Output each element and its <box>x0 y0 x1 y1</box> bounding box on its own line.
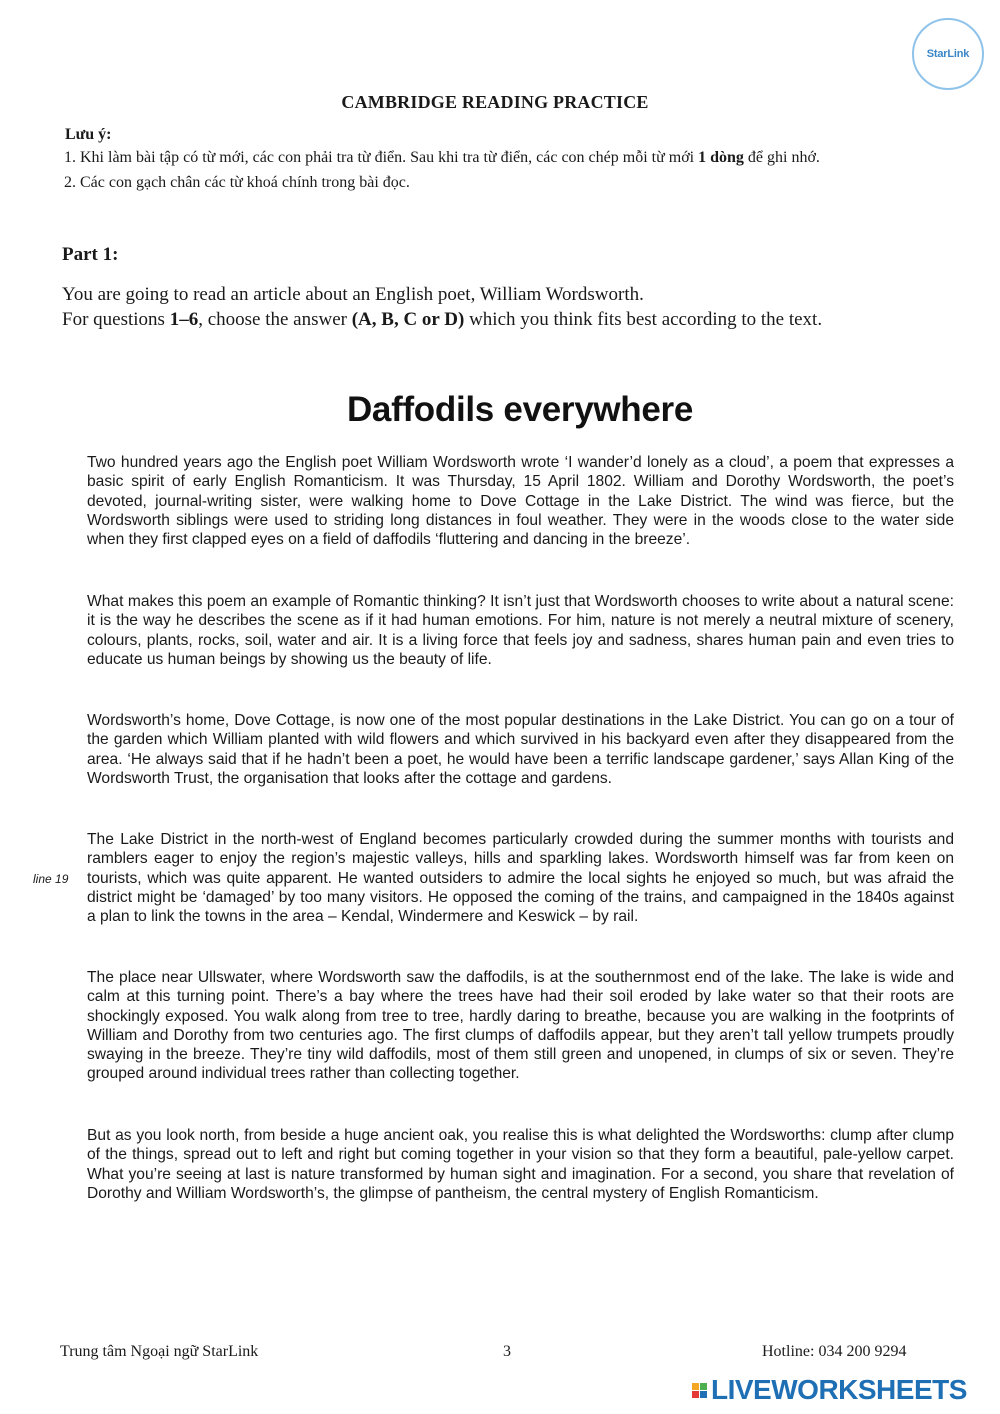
line-19-marker: line 19 <box>33 872 69 886</box>
article-title: Daffodils everywhere <box>346 390 694 429</box>
icon-square-1 <box>692 1383 699 1390</box>
logo-text: StarLink <box>926 48 970 60</box>
intro-line-1: You are going to read an article about an English poet, William Wordsworth. <box>62 284 644 305</box>
starlink-logo <box>912 18 984 90</box>
note-line-1 <box>64 149 820 167</box>
intro-question-range: 1–6 <box>169 309 199 330</box>
article-paragraph-1: Two hundred years ago the English poet William Wordsworth wrote ‘I wander’d lonely as a cloud’, a poem that expresses a basic spirit of early English Romanticism. It was Thursday, 15 April 1802. William and Dorothy Wordsworth, the poet’s devoted, journal-writing sister, were walking home to Dove Cottage in the Lake District. The wind was fierce, but the Wordsworth siblings were used to striding long distances in foul weather. They were in the woods close to the water side when they first clapped eyes on a field of daffodils ‘fluttering and dancing in the breeze’. <box>87 454 954 549</box>
footer-center-name: Trung tâm Ngoại ngữ StarLink <box>60 1343 259 1360</box>
intro-text-c: which you think fits best according to the text. <box>464 309 823 330</box>
note-line-1-bold: 1 dòng <box>698 149 744 166</box>
icon-square-2 <box>700 1383 707 1390</box>
intro-line-2 <box>62 309 822 331</box>
part-label: Part 1: <box>62 244 119 265</box>
article-paragraph-5: The place near Ullswater, where Wordsworth saw the daffodils, is at the southernmost end of the lake. The lake is wide and calm at this turning point. There’s a bay where the trees have had their soil eroded by lake water so that their roots are shockingly exposed. You walk along from tree to tree, hardly daring to breathe, because you are walking in the footprints of William and Dorothy from two centuries ago. The first clumps of daffodils appear, but they aren’t tall yellow trumpets proudly swaying in the breeze. They’re tiny wild daffodils, most of them still green and unopened, in clumps of six or seven. They’re grouped around individual trees rather than collecting together. <box>87 969 954 1083</box>
page-number: 3 <box>503 1343 511 1360</box>
intro-text-b: , choose the answer <box>198 309 352 330</box>
liveworksheets-text: LIVEWORKSHEETS <box>711 1374 967 1405</box>
note-line-2: 2. Các con gạch chân các từ khoá chính trong bài đọc. <box>64 174 410 191</box>
icon-square-3 <box>692 1391 699 1398</box>
note-label: Lưu ý: <box>65 126 112 143</box>
intro-answer-options: (A, B, C or D) <box>351 309 465 330</box>
page-title: CAMBRIDGE READING PRACTICE <box>341 92 649 112</box>
article-paragraph-6: But as you look north, from beside a huge ancient oak, you realise this is what delighted the Wordsworths: clump after clump of the things, spread out to left and right but coming together in your vision so that they form a beautiful, pale-yellow carpet. What you’re seeing at last is nature transformed by human sight and imagination. For a second, you share that revelation of Dorothy and William Wordsworth’s, the glimpse of pantheism, the central mystery of English Romanticism. <box>87 1127 954 1202</box>
article-paragraph-3: Wordsworth’s home, Dove Cottage, is now one of the most popular destinations in the Lake District. You can go on a tour of the garden which William planted with wild flowers and which survived in his backyard even after they disappeared from the area. ‘He always said that if he hadn’t been a poet, he would have been a terrific landscape gardener,’ says Allan King of the Wordsworth Trust, the organisation that looks after the cottage and gardens. <box>87 712 954 787</box>
icon-square-4 <box>700 1391 707 1398</box>
liveworksheets-watermark <box>692 1374 967 1406</box>
note-line-1-text-a: 1. Khi làm bài tập có từ mới, các con phải tra từ điển. Sau khi tra từ điển, các con chép mỗi từ mới <box>64 149 699 166</box>
note-line-1-text-b: để ghi nhớ. <box>743 149 820 166</box>
footer-hotline: Hotline: 034 200 9294 <box>762 1343 907 1360</box>
intro-text-a: For questions <box>62 309 170 330</box>
article-paragraph-2: What makes this poem an example of Romantic thinking? It isn’t just that Wordsworth chooses to write about a natural scene: it is the way he describes the scene as if it had human emotions. For him, nature is not merely a neutral mixture of scenery, colours, plants, rocks, soil, water and air. It is a living force that feels joy and sadness, shares human pain and even tries to educate us human beings by showing us the beauty of life. <box>87 593 954 668</box>
article-paragraph-4: The Lake District in the north-west of England becomes particularly crowded during the summer months with tourists and ramblers eager to enjoy the region’s majestic valleys, hills and sparkling lakes. Wordsworth himself was far from keen on tourists, which was quite apparent. He wanted outsiders to admire the local sights he enjoyed so much, but was afraid the district might be ‘damaged’ by too many visitors. He opposed the coming of the trains, and campaigned in the 1840s against a plan to link the towns in the area – Kendal, Windermere and Keswick – by rail. <box>87 831 954 926</box>
liveworksheets-icon <box>692 1383 707 1398</box>
